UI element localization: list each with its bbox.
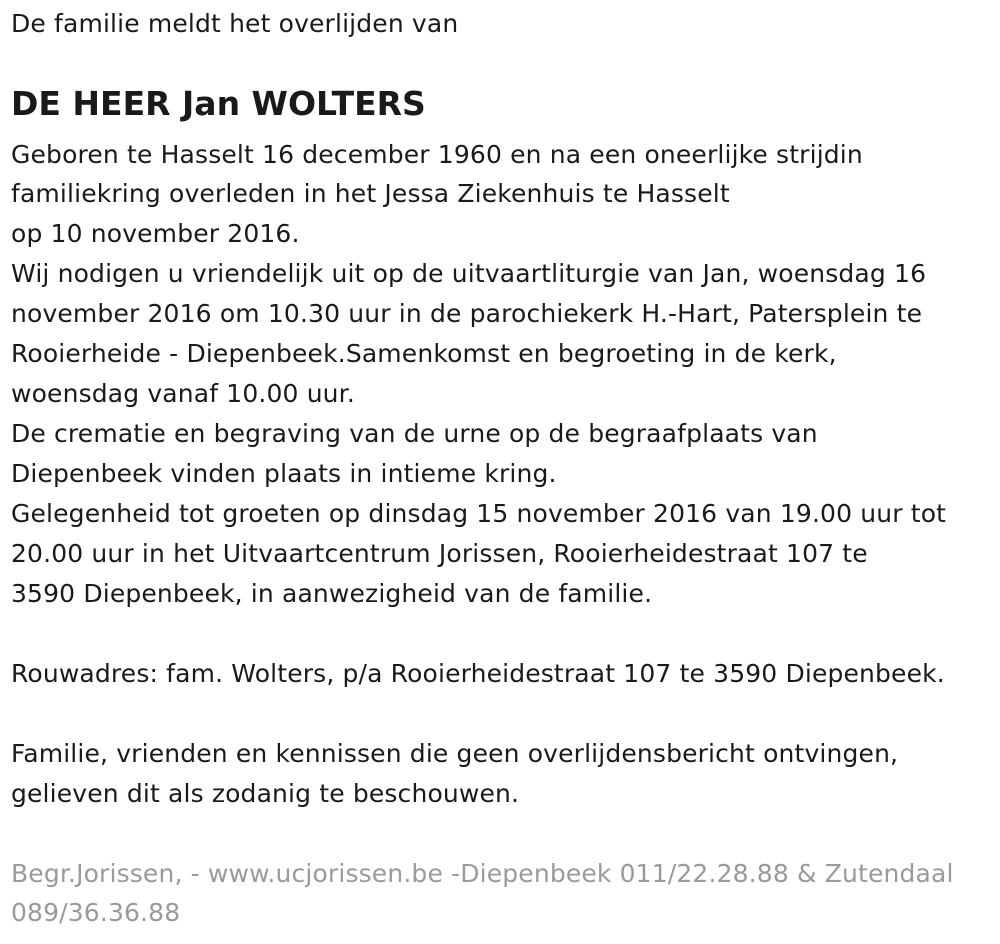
- notice-line: De crematie en begraving van de urne op de begraafplaats van: [11, 419, 818, 448]
- funeral-home-footer: 089/36.36.88: [11, 898, 181, 927]
- notice-line: Geboren te Hasselt 16 december 1960 en na een oneerlijke strijdin: [11, 140, 863, 169]
- notice-line: Rooierheide - Diepenbeek.Samenkomst en begroeting in de kerk,: [11, 339, 837, 368]
- notice-line: woensdag vanaf 10.00 uur.: [11, 379, 355, 408]
- notice-line: 20.00 uur in het Uitvaartcentrum Jorissen, Rooierheidestraat 107 te: [11, 539, 868, 568]
- notice-line: familiekring overleden in het Jessa Ziekenhuis te Hasselt: [11, 179, 730, 208]
- notice-line: Diepenbeek vinden plaats in intieme kring.: [11, 459, 557, 488]
- funeral-home-footer: Begr.Jorissen, - www.ucjorissen.be -Diepenbeek 011/22.28.88 & Zutendaal: [11, 859, 954, 888]
- notice-line: november 2016 om 10.30 uur in de parochiekerk H.-Hart, Patersplein te: [11, 299, 923, 328]
- notice-line: Wij nodigen u vriendelijk uit op de uitvaartliturgie van Jan, woensdag 16: [11, 259, 927, 288]
- notice-line: 3590 Diepenbeek, in aanwezigheid van de familie.: [11, 579, 653, 608]
- request-line: Familie, vrienden en kennissen die geen overlijdensbericht ontvingen,: [11, 739, 899, 768]
- deceased-name: DE HEER Jan WOLTERS: [11, 84, 426, 123]
- intro-text: De familie meldt het overlijden van: [11, 9, 459, 38]
- notice-line: op 10 november 2016.: [11, 219, 300, 248]
- request-line: gelieven dit als zodanig te beschouwen.: [11, 779, 520, 808]
- rouwadres: Rouwadres: fam. Wolters, p/a Rooierheidestraat 107 te 3590 Diepenbeek.: [11, 659, 945, 688]
- notice-line: Gelegenheid tot groeten op dinsdag 15 november 2016 van 19.00 uur tot: [11, 499, 947, 528]
